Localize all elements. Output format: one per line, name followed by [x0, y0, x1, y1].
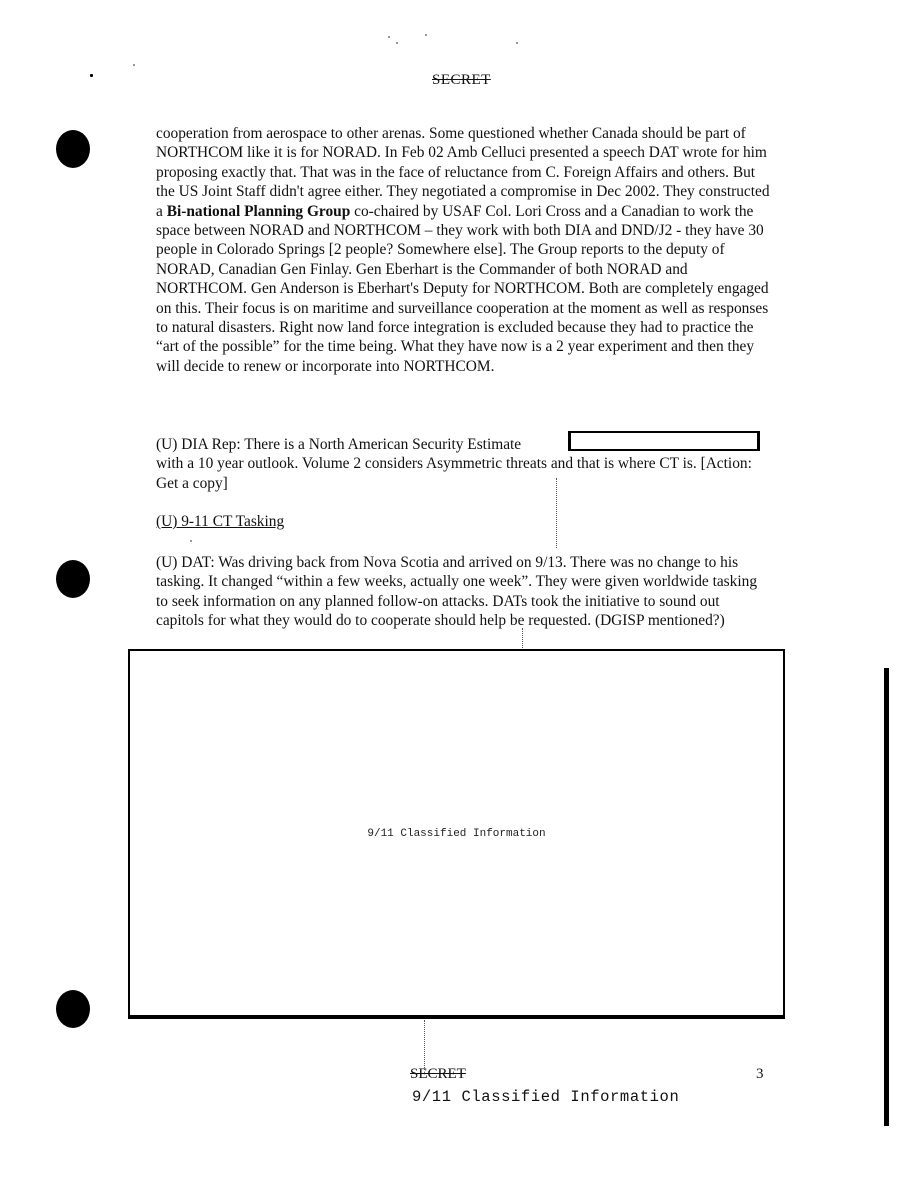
- paragraph-text: cooperation from aerospace to other arenas. Some questioned whether Canada should be part of NORTHCOM like it is for NORAD. In Feb 02 Amb Celluci presented a speech DAT wrote for him proposing exactly that. That was in the face of reluctance from C. Foreign Affairs and others. But the US Joint Staff didn't agree either. They negotiated a compromise in Dec 2002. They constructed a: [156, 125, 770, 220]
- redaction-box-large: [128, 649, 785, 1019]
- redaction-box-inline: [568, 431, 760, 451]
- section-heading: (U) 9-11 CT Tasking: [156, 513, 285, 530]
- scan-speck: [396, 42, 398, 44]
- paragraph-text: (U) DIA Rep: There is a North American Security Estimate: [156, 436, 522, 453]
- scan-margin-bar: [884, 668, 889, 1126]
- scan-speck: [516, 42, 518, 44]
- paragraph-text: with a 10 year outlook. Volume 2 considers Asymmetric threats and that is where CT is. [Action: Get a copy]: [156, 455, 752, 492]
- scan-speck: [190, 540, 192, 542]
- paragraph-text: co-chaired by USAF Col. Lori Cross and a Canadian to work the space between NORAD and NORTHCOM – they work with both DIA and DND/J2 - they have 30 people in Colorado Springs [2 people? Somewhere else]. The Group reports to the deputy of NORAD, Canadian Gen Finlay. Gen Eberhart is the Commander of both NORAD and NORTHCOM. Gen Anderson is Eberhart's Deputy for NORTHCOM. Both are completely engaged on this. Their focus is on maritime and surveillance cooperation at the moment as well as responses to natural disasters. Right now land force integration is excluded because they had to practice the “art of the possible” for the time being. What they have now is a 2 year experiment and then they will decide to renew or incorporate into NORTHCOM.: [156, 202, 769, 375]
- footer-note: 9/11 Classified Information: [412, 1088, 680, 1106]
- scan-speck: [425, 34, 427, 36]
- header-classification: SECRET: [432, 72, 491, 88]
- scan-stray-line: [522, 628, 523, 648]
- scan-speck: [133, 64, 135, 66]
- scan-stray-line: [424, 1020, 425, 1070]
- punch-hole-middle: [56, 560, 90, 598]
- paragraph-text: (U) DAT: Was driving back from Nova Scotia and arrived on 9/13. There was no change to his tasking. It changed “within a few weeks, actually one week”. They were given worldwide tasking to seek information on any planned follow-on attacks. DATs took the initiative to sound out capitols for what they would do to cooperate should help be requested. (DGISP mentioned?): [156, 554, 758, 630]
- paragraph-bpg: [156, 124, 770, 376]
- scan-speck: [388, 36, 390, 38]
- paragraph-dat: [156, 553, 770, 631]
- punch-hole-top: [56, 130, 90, 168]
- punch-hole-bottom: [56, 990, 90, 1028]
- footer-classification: SECRET: [410, 1066, 466, 1082]
- redaction-label: 9/11 Classified Information: [367, 828, 546, 840]
- bold-term: Bi-national Planning Group: [166, 202, 351, 220]
- scan-speck: [90, 74, 93, 77]
- page-number: 3: [756, 1066, 764, 1082]
